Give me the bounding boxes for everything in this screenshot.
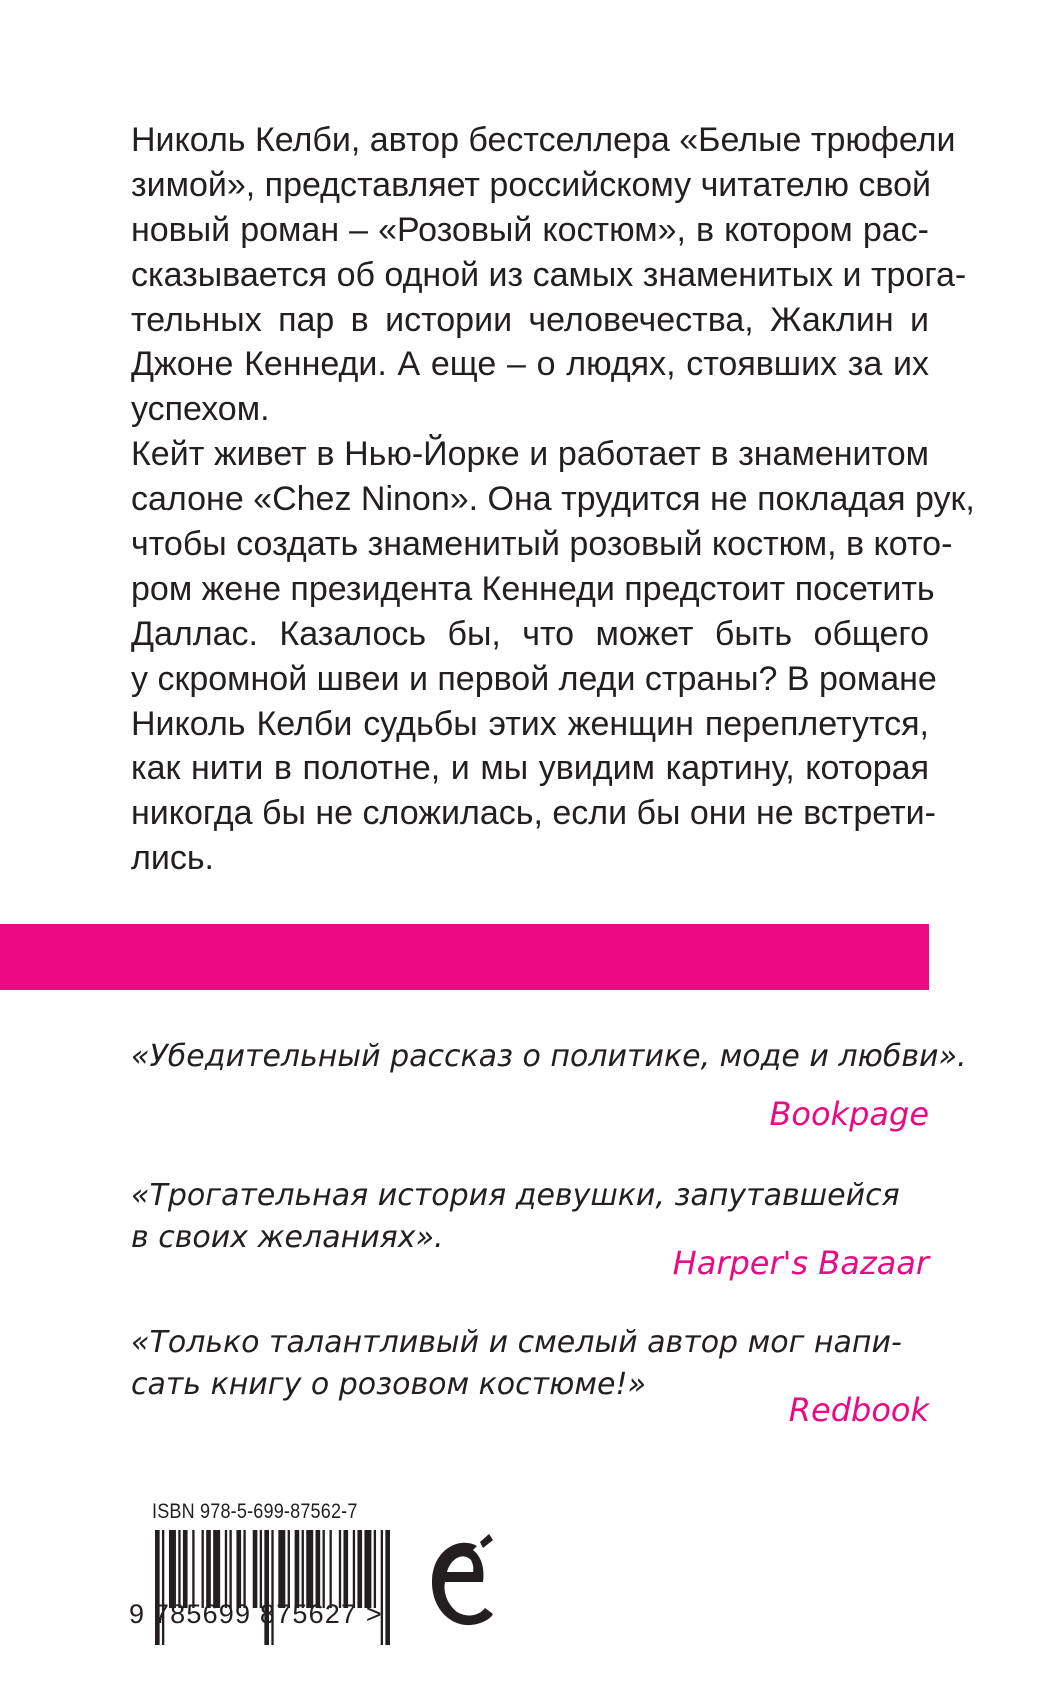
barcode-bar — [353, 1530, 355, 1608]
blurb-line: сказывается об одной из самых знаменитых и трога- — [131, 255, 967, 294]
barcode-bar — [374, 1530, 376, 1608]
blurb-line: ром жене президента Кеннеди предстоит посетить — [131, 569, 935, 608]
barcode-bar — [343, 1530, 348, 1608]
barcode-bar — [169, 1530, 176, 1608]
review-source: Redbook — [788, 1391, 929, 1429]
barcode-bar — [306, 1530, 313, 1608]
review-quote — [131, 1036, 967, 1078]
blurb-line: лись. — [131, 839, 214, 878]
barcode-bar — [316, 1530, 321, 1608]
quote-line: «Только талантливый и смелый автор мог напи- — [131, 1325, 902, 1360]
blurb-line: Николь Келби, автор бестселлера «Белые трюфели — [131, 121, 956, 159]
barcode-bar — [253, 1530, 258, 1608]
blurb-line: как нити в полотне, и мы увидим картину, которая — [131, 749, 929, 788]
barcode-bar — [225, 1530, 227, 1608]
isbn-label: ISBN 978-5-699-87562-7 — [152, 1500, 358, 1523]
quote-line: в своих желаниях». — [131, 1220, 444, 1255]
eksmo-logo-icon — [425, 1530, 497, 1640]
barcode-bar — [278, 1530, 285, 1608]
barcode-bar — [213, 1530, 220, 1608]
barcode-bar — [364, 1530, 371, 1608]
pink-accent-band — [0, 924, 929, 990]
blurb-line: успехом. — [131, 390, 270, 429]
barcode-bar — [178, 1530, 180, 1608]
barcode-bar — [357, 1530, 362, 1608]
review-source: Bookpage — [769, 1095, 929, 1133]
barcode-bar — [236, 1530, 241, 1608]
blurb-line: у скромной швеи и первой леди страны? В романе — [131, 659, 937, 698]
barcode-bar — [260, 1530, 262, 1608]
barcode-digits: 9 785699 875627 > — [129, 1599, 383, 1629]
blurb-line: Даллас. Казалось бы, что может быть общего — [131, 614, 929, 653]
blurb-line: тельных пар в истории человечества, Жаклин и — [131, 300, 929, 339]
barcode-bar — [323, 1530, 325, 1608]
quote-line: «Убедительный рассказ о политике, моде и любви». — [131, 1039, 967, 1074]
blurb-text — [131, 118, 975, 881]
barcode-bar — [330, 1530, 332, 1608]
barcode-bar — [206, 1530, 211, 1608]
blurb-line: Джоне Кеннеди. А еще – о людях, стоявших за их — [131, 345, 929, 384]
barcode-bar — [295, 1530, 300, 1608]
quote-line: сать книгу о розовом костюме!» — [131, 1367, 646, 1402]
barcode-bar — [243, 1530, 245, 1608]
barcode-bar — [288, 1530, 290, 1608]
barcode-bar — [302, 1530, 304, 1608]
blurb-line: Кейт живет в Нью-Йорке и работает в знаменитом — [131, 435, 929, 474]
quote-line: «Трогательная история девушки, запутавшейся — [131, 1178, 900, 1213]
review-source: Harper's Bazaar — [672, 1244, 929, 1282]
blurb-line: новый роман – «Розовый костюм», в котором рас- — [131, 210, 929, 249]
blurb-line: никогда бы не сложилась, если бы они не встрети- — [131, 794, 936, 833]
barcode-bar — [183, 1530, 188, 1608]
barcode-bar — [339, 1530, 341, 1608]
blurb-line: салоне «Chez Ninon». Она трудится не покладая рук, — [131, 480, 975, 519]
blurb-line: чтобы создать знаменитый розовый костюм, в кото- — [131, 525, 953, 564]
barcode-bar — [202, 1530, 204, 1608]
blurb-line: Николь Келби судьбы этих женщин переплетутся, — [131, 704, 929, 743]
barcode-bar — [192, 1530, 194, 1608]
barcode-bar — [229, 1530, 231, 1608]
blurb-line: зимой», представляет российскому читателю свой — [131, 165, 931, 204]
barcode-bar — [385, 1530, 390, 1645]
